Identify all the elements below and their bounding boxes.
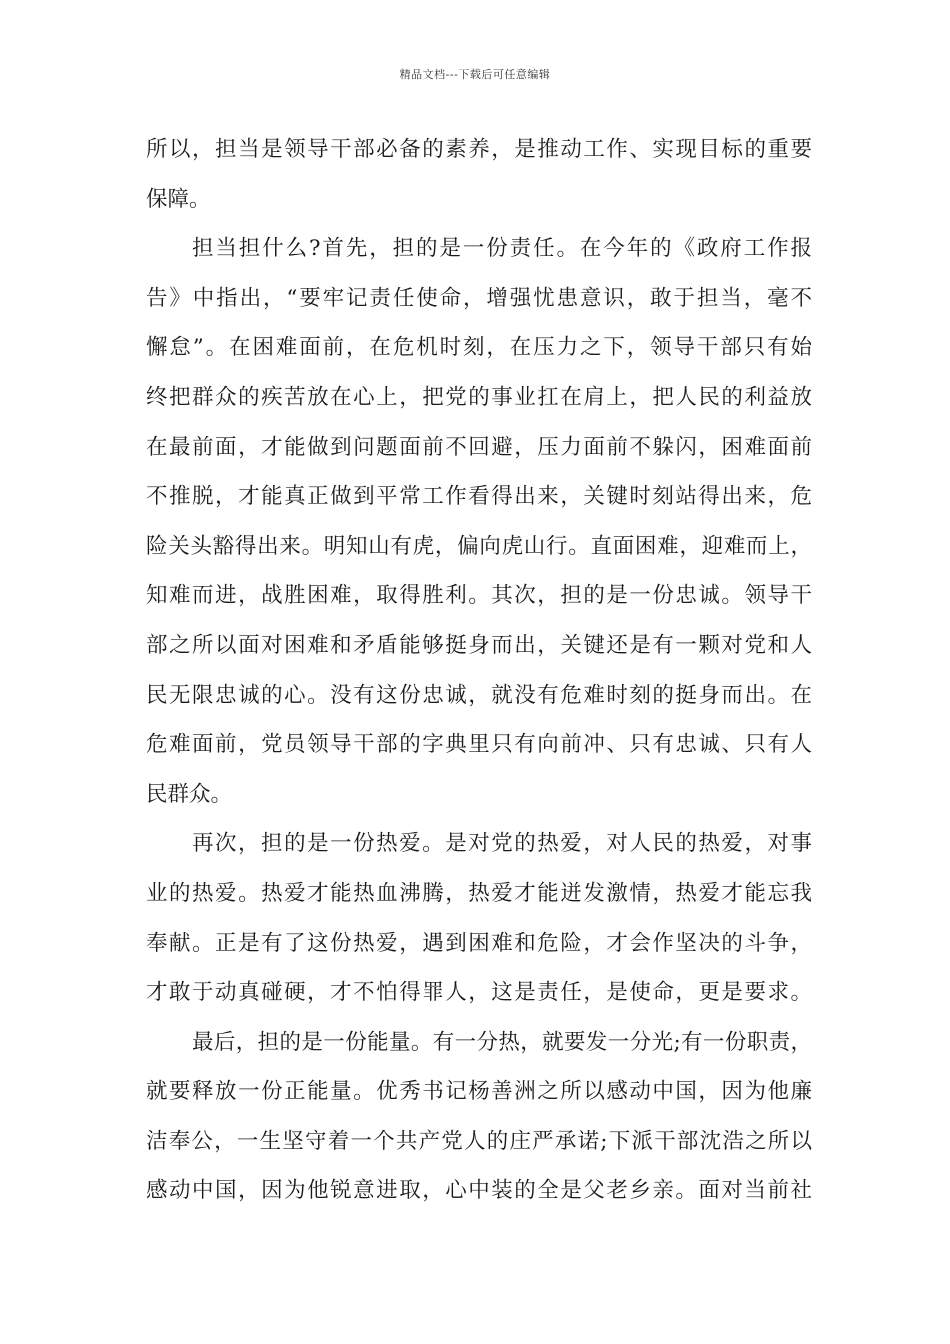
text-line: 险关头豁得出来。明知山有虎，偏向虎山行。直面困难，迎难而上， <box>146 533 812 559</box>
text-line: 奉献。正是有了这份热爱，遇到困难和危险，才会作坚决的斗争， <box>146 930 812 956</box>
text-line: 就要释放一份正能量。优秀书记杨善洲之所以感动中国，因为他廉 <box>146 1079 812 1105</box>
text-line: 保障。 <box>146 186 211 212</box>
text-line: 感动中国，因为他锐意进取，心中装的全是父老乡亲。面对当前社 <box>146 1178 812 1204</box>
document-body <box>146 125 812 1216</box>
text-line: 不推脱，才能真正做到平常工作看得出来，关键时刻站得出来，危 <box>146 484 812 510</box>
text-line: 所以，担当是领导干部必备的素养，是推动工作、实现目标的重要 <box>146 137 812 162</box>
text-line: 业的热爱。热爱才能热血沸腾，热爱才能迸发激情，热爱才能忘我 <box>146 880 812 906</box>
text-line: 担当担什么?首先，担的是一份责任。在今年的《政府工作报 <box>192 236 812 262</box>
text-line: 最后，担的是一份能量。有一分热，就要发一分光;有一份职责， <box>192 1029 812 1055</box>
text-line: 民无限忠诚的心。没有这份忠诚，就没有危难时刻的挺身而出。在 <box>146 682 812 708</box>
text-line: 民群众。 <box>146 781 233 807</box>
page-header: 精品文档---下载后可任意编辑 <box>399 68 551 81</box>
text-line: 在最前面，才能做到问题面前不回避，压力面前不躲闪，困难面前 <box>146 434 812 460</box>
text-line: 终把群众的疾苦放在心上，把党的事业扛在肩上，把人民的利益放 <box>146 384 812 410</box>
text-line: 才敢于动真碰硬，才不怕得罪人，这是责任，是使命，更是要求。 <box>146 980 812 1006</box>
text-line: 洁奉公，一生坚守着一个共产党人的庄严承诺;下派干部沈浩之所以 <box>146 1128 812 1154</box>
text-line: 懈怠”。在困难面前，在危机时刻，在压力之下，领导干部只有始 <box>146 335 812 361</box>
text-line: 危难面前，党员领导干部的字典里只有向前冲、只有忠诚、只有人 <box>146 732 812 758</box>
text-line: 部之所以面对困难和矛盾能够挺身而出，关键还是有一颗对党和人 <box>146 632 812 658</box>
text-line: 知难而进，战胜困难，取得胜利。其次，担的是一份忠诚。领导干 <box>146 583 812 609</box>
text-line: 再次，担的是一份热爱。是对党的热爱，对人民的热爱，对事 <box>192 831 812 857</box>
text-line: 告》中指出，“要牢记责任使命，增强忧患意识，敢于担当，毫不 <box>146 285 812 311</box>
